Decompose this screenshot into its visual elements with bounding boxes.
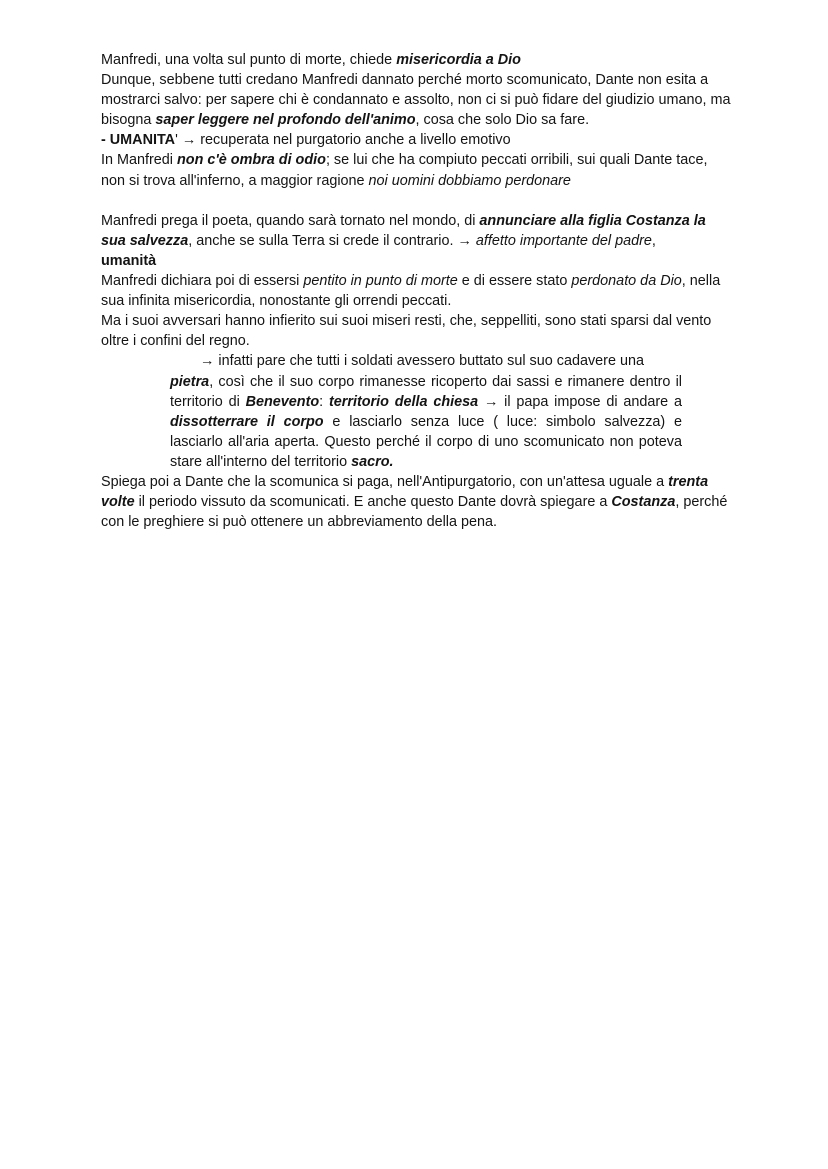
emphasis-perdonato: perdonato da Dio xyxy=(571,273,682,290)
emphasis-umanita: umanità xyxy=(101,252,157,269)
text-span: , nella sua infinita misericordia, nonostante gli orrendi peccati. xyxy=(101,273,721,310)
text-span: il periodo vissuto da scomunicati. E anche questo Dante dovrà spiegare a xyxy=(134,494,612,511)
emphasis-profondo-animo: saper leggere nel profondo dell'animo xyxy=(155,112,416,129)
indented-note-benevento xyxy=(170,351,682,472)
text-span: Manfredi, una volta sul punto di morte, chiede xyxy=(101,52,397,68)
emphasis-pentito: pentito in punto di morte xyxy=(303,273,458,290)
text-span: , anche se sulla Terra si crede il contrario. → xyxy=(188,232,476,249)
text-span: ; se lui che ha compiuto peccati orribili, sui quali Dante tace, non si trova all'inferno, a maggior ragione xyxy=(101,152,708,189)
paragraph-gap xyxy=(101,191,731,211)
note-body xyxy=(170,372,682,472)
text-span: Manfredi dichiara poi di essersi xyxy=(101,273,304,290)
emphasis-benevento: Benevento xyxy=(245,393,320,410)
text-span: In Manfredi xyxy=(101,152,177,169)
text-span: e di essere stato xyxy=(457,273,572,290)
emphasis-costanza: Costanza xyxy=(611,494,676,511)
emphasis-misericordia: misericordia a Dio xyxy=(396,52,521,68)
text-span: , cosa che solo Dio sa fare. xyxy=(415,112,590,129)
emphasis-odio: non c'è ombra di odio xyxy=(177,152,326,169)
text-span: → infatti pare che tutti i soldati avessero buttato sul suo cadavere una xyxy=(200,353,644,370)
text-span: Manfredi prega il poeta, quando sarà tornato nel mondo, di xyxy=(101,212,480,229)
emphasis-sacro: sacro. xyxy=(351,453,394,470)
paragraph-salvezza-manfredi xyxy=(101,70,731,130)
emphasis-trenta-volte: trenta volte xyxy=(101,473,709,511)
emphasis-territorio-chiesa: territorio della chiesa xyxy=(328,393,479,410)
paragraph-umanita xyxy=(101,130,731,150)
paragraph-avversari xyxy=(101,311,731,351)
heading-umanita: - UMANITA xyxy=(101,132,176,149)
text-span: Spiega poi a Dante che la scomunica si paga, nell'Antipurgatorio, con un'attesa uguale a xyxy=(101,473,669,490)
text-span: e lasciarlo senza luce ( luce: simbolo salvezza) e lasciarlo all'aria aperta. Questo perché il corpo di uno scomunicato non poteva stare all'interno del territorio xyxy=(170,413,682,470)
emphasis-annunciare: annunciare alla figlia Costanza la sua salvezza xyxy=(101,212,706,249)
emphasis-pietra: pietra xyxy=(170,373,210,390)
paragraph-misericordia xyxy=(101,50,731,70)
text-span: , xyxy=(651,232,656,249)
emphasis-affetto: affetto importante del padre xyxy=(475,232,652,249)
text-span: Ma i suoi avversari hanno infierito sui suoi miseri resti, che, seppelliti, sono stati sparsi dal vento oltre i confini del regno. xyxy=(101,313,712,350)
text-span: , così che il suo corpo rimanesse ricoperto dai sassi e rimanere dentro il territorio di xyxy=(170,373,682,410)
text-span: ' → recuperata nel purgatorio anche a livello emotivo xyxy=(175,132,511,149)
emphasis-perdonare: noi uomini dobbiamo perdonare xyxy=(368,172,571,189)
document-body xyxy=(101,50,731,532)
note-first-line xyxy=(170,351,682,371)
text-span: , perché con le preghiere si può ottenere un abbreviamento della pena. xyxy=(101,494,728,531)
paragraph-scomunica xyxy=(101,472,731,532)
paragraph-costanza xyxy=(101,211,731,271)
emphasis-dissotterrare: dissotterrare il corpo xyxy=(170,413,324,430)
paragraph-odio xyxy=(101,150,731,190)
text-span: : xyxy=(319,393,329,410)
paragraph-pentito xyxy=(101,271,731,311)
text-span: → il papa impose di andare a xyxy=(478,393,682,410)
text-span: Dunque, sebbene tutti credano Manfredi dannato perché morto scomunicato, Dante non esita a mostrarci salvo: per sapere chi è condannato e assolto, non ci si può fidare del giudizio umano, ma bisogna xyxy=(101,72,731,129)
